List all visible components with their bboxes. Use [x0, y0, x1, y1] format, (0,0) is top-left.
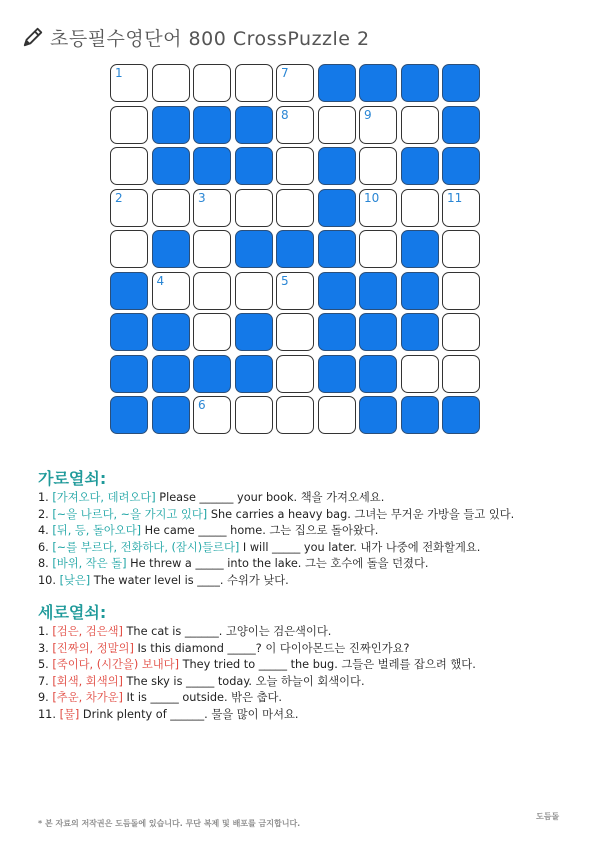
clue-text: I will _____ you later. 내가 나중에 전화할게요. [242, 540, 481, 554]
clue-num: 4. [38, 524, 49, 538]
grid-cell[interactable] [235, 396, 273, 434]
clue-text: Please ______ your book. 책을 가져오세요. [159, 491, 385, 504]
grid-cell[interactable] [193, 272, 231, 310]
clue-hint: [~를 부르다, 전화하다, (잠시)들르다] [52, 540, 240, 554]
grid-cell-blocked [359, 396, 397, 434]
clue-number: 4 [156, 273, 165, 288]
clue-text: They tried to _____ the bug. 그들은 벌레를 잡으려 했다. [182, 658, 476, 672]
grid-cell-blocked [401, 272, 439, 310]
grid-cell-blocked [442, 106, 480, 144]
grid-cell[interactable] [110, 189, 148, 227]
grid-cell[interactable] [152, 189, 190, 227]
grid-cell-blocked [193, 355, 231, 393]
clue-num: 11. [38, 707, 56, 721]
grid-cell-blocked [110, 355, 148, 393]
across-clues [38, 490, 578, 590]
clue-num: 10. [38, 573, 56, 587]
down-clues [38, 624, 578, 724]
grid-cell-blocked [318, 230, 356, 268]
grid-cell-blocked [152, 147, 190, 185]
clue-num: 1. [38, 625, 49, 638]
clue-hint: [진짜의, 정말의] [52, 641, 134, 655]
grid-cell[interactable] [152, 272, 190, 310]
grid-cell-blocked [401, 313, 439, 351]
brand-logo: 도듬돌 [536, 812, 560, 821]
clue-text: The cat is ______. 고양이는 검은색이다. [126, 625, 332, 638]
grid-cell[interactable] [359, 189, 397, 227]
copyright-notice: * 본 자료의 저작권은 도듬돌에 있습니다. 무단 복제 및 배포를 금지합니다. [38, 819, 301, 828]
grid-cell[interactable] [110, 64, 148, 102]
clue-hint: [뒤, 등, 돌아오다] [52, 524, 142, 538]
grid-cell[interactable] [276, 313, 314, 351]
clue-hint: [바위, 작은 돌] [52, 557, 127, 571]
grid-cell-blocked [318, 64, 356, 102]
clue-number: 5 [281, 273, 289, 288]
grid-cell-blocked [235, 355, 273, 393]
clue-number: 6 [198, 398, 206, 412]
grid-cell[interactable] [318, 396, 356, 434]
grid-cell-blocked [442, 64, 480, 102]
clue-hint: [추운, 차가운] [52, 691, 123, 705]
clue-num: 7. [38, 674, 49, 688]
pencil-icon [22, 26, 44, 48]
clue-num: 9. [38, 691, 49, 705]
clue-hint: [검은, 검은색] [52, 625, 123, 638]
across-clue [38, 507, 578, 524]
down-title: 세로열쇠: [38, 603, 107, 622]
across-clue [38, 556, 578, 573]
clue-num: 5. [38, 658, 49, 672]
title-text: 초등필수영단어 800 CrossPuzzle 2 [50, 27, 370, 50]
grid-cell-blocked [318, 355, 356, 393]
clue-text: He threw a _____ into the lake. 그는 호수에 돌을 던졌다. [130, 557, 429, 571]
grid-cell-blocked [359, 64, 397, 102]
grid-cell[interactable] [110, 147, 148, 185]
grid-cell-blocked [235, 147, 273, 185]
grid-cell[interactable] [193, 313, 231, 351]
grid-cell[interactable] [442, 189, 480, 227]
grid-cell-blocked [359, 355, 397, 393]
clue-text: The sky is _____ today. 오늘 하늘이 회색이다. [126, 674, 365, 688]
grid-cell-blocked [110, 272, 148, 310]
grid-cell-blocked [110, 313, 148, 351]
clue-number: 10 [364, 190, 380, 205]
grid-cell[interactable] [193, 396, 231, 434]
clue-num: 3. [38, 641, 49, 655]
grid-cell[interactable] [318, 106, 356, 144]
clue-number: 11 [447, 190, 463, 205]
grid-cell-blocked [359, 272, 397, 310]
grid-cell-blocked [442, 147, 480, 185]
grid-cell-blocked [152, 355, 190, 393]
clue-number: 7 [281, 66, 289, 80]
grid-cell-blocked [235, 313, 273, 351]
across-clue [38, 490, 578, 507]
clue-number: 8 [281, 107, 289, 122]
grid-cell[interactable] [110, 106, 148, 144]
grid-cell[interactable] [276, 64, 314, 102]
page-title [22, 22, 370, 52]
grid-cell[interactable] [359, 147, 397, 185]
grid-cell-blocked [235, 106, 273, 144]
down-clue [38, 690, 578, 707]
clue-num: 6. [38, 540, 49, 554]
grid-cell[interactable] [110, 230, 148, 268]
clue-hint: [가져오다, 데려오다] [52, 491, 156, 504]
grid-cell[interactable] [276, 396, 314, 434]
grid-cell-blocked [152, 230, 190, 268]
clue-number: 1 [115, 66, 123, 80]
grid-cell-blocked [401, 396, 439, 434]
clue-num: 2. [38, 507, 49, 521]
clue-number: 2 [115, 190, 123, 205]
clue-text: She carries a heavy bag. 그녀는 무거운 가방을 들고 있다. [210, 507, 515, 521]
clue-number: 9 [364, 107, 372, 122]
clue-text: The water level is ____. 수위가 낮다. [93, 573, 289, 587]
across-clue [38, 523, 578, 540]
across-clue [38, 540, 578, 557]
grid-cell[interactable] [276, 106, 314, 144]
grid-cell[interactable] [442, 313, 480, 351]
clue-hint: [물] [59, 707, 80, 721]
clue-number: 3 [198, 190, 206, 205]
grid-cell[interactable] [401, 106, 439, 144]
clue-text: Drink plenty of ______. 물을 많이 마셔요. [82, 707, 299, 721]
grid-cell[interactable] [276, 272, 314, 310]
grid-cell-blocked [318, 313, 356, 351]
grid-cell-blocked [401, 230, 439, 268]
clue-text: He came _____ home. 그는 집으로 돌아왔다. [144, 524, 379, 538]
clue-hint: [낮은] [59, 573, 91, 587]
grid-cell[interactable] [152, 64, 190, 102]
grid-cell-blocked [276, 230, 314, 268]
down-clue [38, 707, 578, 724]
grid-cell-blocked [152, 313, 190, 351]
grid-cell-blocked [193, 106, 231, 144]
grid-cell-blocked [359, 313, 397, 351]
grid-cell[interactable] [442, 272, 480, 310]
grid-cell[interactable] [235, 189, 273, 227]
grid-cell-blocked [152, 106, 190, 144]
grid-cell[interactable] [401, 355, 439, 393]
down-clue [38, 641, 578, 658]
grid-cell-blocked [193, 147, 231, 185]
grid-cell-blocked [152, 396, 190, 434]
grid-cell-blocked [401, 147, 439, 185]
grid-cell[interactable] [401, 189, 439, 227]
grid-cell[interactable] [359, 230, 397, 268]
across-title: 가로열쇠: [38, 469, 107, 488]
clue-hint: [~을 나르다, ~을 가지고 있다] [52, 507, 208, 521]
grid-cell[interactable] [442, 355, 480, 393]
grid-cell-blocked [110, 396, 148, 434]
grid-cell[interactable] [193, 189, 231, 227]
grid-cell-blocked [442, 396, 480, 434]
down-clue [38, 657, 578, 674]
grid-cell[interactable] [276, 355, 314, 393]
grid-cell[interactable] [235, 64, 273, 102]
grid-cell[interactable] [276, 189, 314, 227]
clue-num: 8. [38, 557, 49, 571]
clue-num: 1. [38, 491, 49, 504]
grid-cell-blocked [318, 147, 356, 185]
down-clue [38, 674, 578, 691]
clue-hint: [죽이다, (시간을) 보내다] [52, 658, 179, 672]
down-clue [38, 624, 578, 641]
clue-text: Is this diamond _____? 이 다이아몬드는 진짜인가요? [137, 641, 410, 655]
grid-cell[interactable] [193, 64, 231, 102]
grid-cell[interactable] [359, 106, 397, 144]
grid-cell[interactable] [276, 147, 314, 185]
grid-cell[interactable] [193, 230, 231, 268]
grid-cell-blocked [401, 64, 439, 102]
grid-cell[interactable] [235, 272, 273, 310]
grid-cell-blocked [235, 230, 273, 268]
clue-text: It is _____ outside. 밖은 춥다. [126, 691, 282, 705]
grid-cell-blocked [318, 272, 356, 310]
across-clue [38, 573, 578, 590]
clue-hint: [회색, 회색의] [52, 674, 123, 688]
grid-cell-blocked [318, 189, 356, 227]
grid-cell[interactable] [442, 230, 480, 268]
